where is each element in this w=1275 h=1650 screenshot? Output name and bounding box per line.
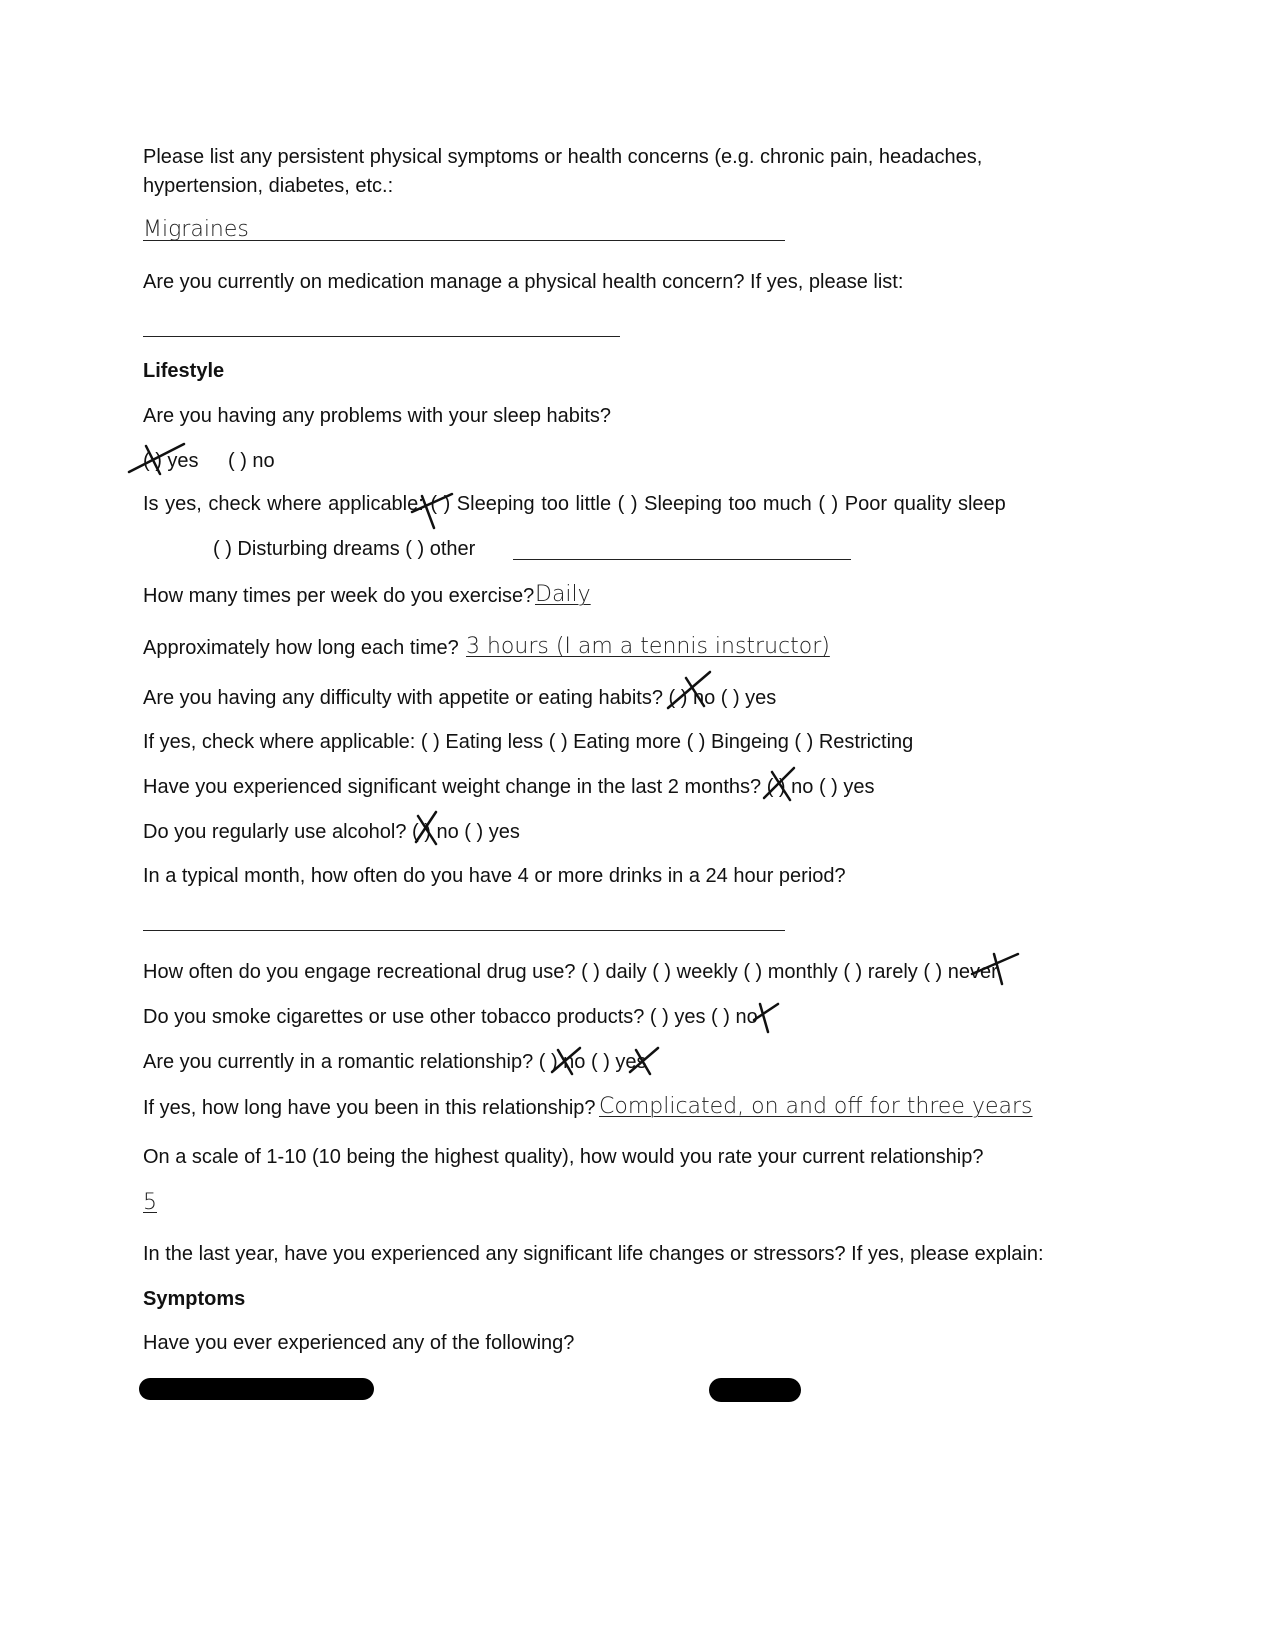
sleep-check-line2[interactable]: ( ) Disturbing dreams ( ) other xyxy=(213,538,476,560)
sleep-question: Are you having any problems with your sleep habits? xyxy=(143,405,612,427)
duration-answer[interactable]: 3 hours (I am a tennis instructor) xyxy=(466,634,830,659)
weight-no-check-mark xyxy=(760,764,800,804)
redaction-bar-left xyxy=(139,1378,374,1400)
life-changes-question: In the last year, have you experienced any significant life changes or stressors? If yes, please explain: xyxy=(143,1243,1044,1265)
sleep-option-yes[interactable]: ( ) yes xyxy=(143,450,199,472)
sleep-yes-check-mark xyxy=(126,440,188,480)
duration-question: Approximately how long each time? xyxy=(143,637,459,659)
relationship-length-question: If yes, how long have you been in this relationship? xyxy=(143,1097,596,1119)
relationship-yes-check-mark xyxy=(626,1044,662,1076)
relationship-rating-answer[interactable]: 5 xyxy=(143,1190,157,1215)
symptoms-experienced-question: Have you ever experienced any of the following? xyxy=(143,1332,575,1354)
relationship-length-answer[interactable]: Complicated, on and off for three years xyxy=(599,1094,1033,1119)
sleep-check-line1[interactable]: Is yes, check where applicable: ( ) Sleeping too little ( ) Sleeping too much ( ) Poor quality sleep xyxy=(143,493,1006,515)
tobacco-no-check-mark xyxy=(748,1000,782,1036)
alcohol-question[interactable]: Do you regularly use alcohol? ( ) no ( ) yes xyxy=(143,821,520,843)
sleep-too-little-check-mark xyxy=(408,490,456,532)
weight-question[interactable]: Have you experienced significant weight change in the last 2 months? ( ) no ( ) yes xyxy=(143,776,875,798)
drug-use-question[interactable]: How often do you engage recreational drug use? ( ) daily ( ) weekly ( ) monthly ( ) rarely ( ) never xyxy=(143,961,998,983)
relationship-no-check-mark xyxy=(548,1044,584,1076)
sleep-option-no[interactable]: ( ) no xyxy=(228,450,275,472)
redaction-bar-right xyxy=(709,1378,801,1402)
appetite-question[interactable]: Are you having any difficulty with appetite or eating habits? ( ) no ( ) yes xyxy=(143,687,777,709)
drinks-answer-line[interactable] xyxy=(143,930,785,931)
relationship-rating-question: On a scale of 1-10 (10 being the highest quality), how would you rate your current relationship? xyxy=(143,1146,984,1168)
exercise-question: How many times per week do you exercise? xyxy=(143,585,535,607)
symptoms-answer-line xyxy=(143,240,785,241)
symptoms-answer[interactable]: Migraines xyxy=(143,217,249,242)
symptoms-question-line1: Please list any persistent physical symptoms or health concerns (e.g. chronic pain, headaches, xyxy=(143,146,983,168)
appetite-check-options[interactable]: If yes, check where applicable: ( ) Eating less ( ) Eating more ( ) Bingeing ( ) Restricting xyxy=(143,731,914,753)
sleep-other-line[interactable] xyxy=(513,559,851,560)
tobacco-question[interactable]: Do you smoke cigarettes or use other tobacco products? ( ) yes ( ) no xyxy=(143,1006,758,1028)
appetite-no-check-mark xyxy=(664,668,716,712)
symptoms-heading: Symptoms xyxy=(143,1288,246,1310)
drug-never-check-mark xyxy=(968,950,1024,988)
drinks-question: In a typical month, how often do you have 4 or more drinks in a 24 hour period? xyxy=(143,865,846,887)
exercise-answer[interactable]: Daily xyxy=(535,582,591,607)
symptoms-question-line2: hypertension, diabetes, etc.: xyxy=(143,175,394,197)
lifestyle-heading: Lifestyle xyxy=(143,360,225,382)
medication-answer-line[interactable] xyxy=(143,336,620,337)
relationship-question[interactable]: Are you currently in a romantic relationship? ( ) no ( ) yes xyxy=(143,1051,647,1073)
alcohol-no-check-mark xyxy=(410,808,442,848)
medication-question: Are you currently on medication manage a physical health concern? If yes, please list: xyxy=(143,271,904,293)
